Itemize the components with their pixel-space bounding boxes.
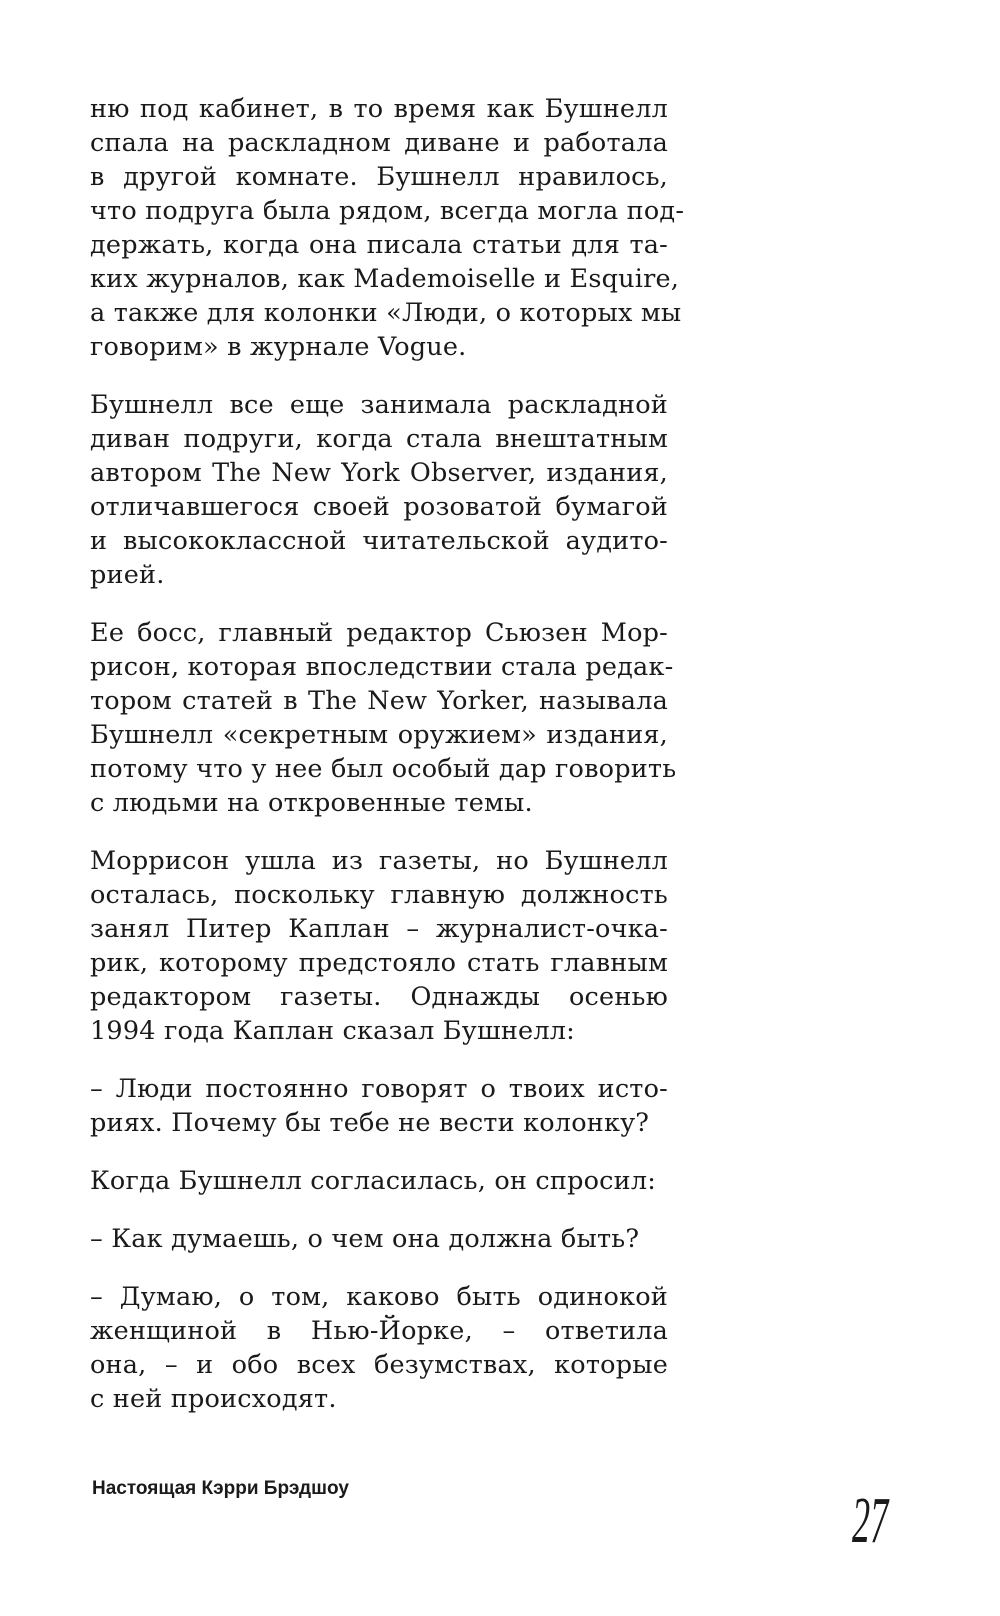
- text-line: потому что у нее был особый дар говорить: [90, 754, 677, 784]
- paragraph: [90, 92, 685, 364]
- text-line: с людьми на откровенные темы.: [90, 788, 533, 818]
- text-line: диван подруги, когда стала внештатным: [90, 424, 668, 454]
- text-line: рик, которому предстояло стать главным: [90, 948, 668, 978]
- text-line: а также для колонки «Люди, о которых мы: [90, 298, 682, 328]
- text-line: ню под кабинет, в то время как Бушнелл: [90, 94, 668, 124]
- text-line: что подруга была рядом, всегда могла под-: [90, 196, 685, 226]
- text-line: осталась, поскольку главную должность: [90, 880, 668, 910]
- text-line: – Люди постоянно говорят о твоих исто-: [90, 1074, 668, 1104]
- text-line: Когда Бушнелл согласилась, он спросил:: [90, 1166, 657, 1196]
- paragraph: [90, 1164, 668, 1198]
- text-line: и высококлассной читательской аудито-: [90, 526, 668, 556]
- text-line: Моррисон ушла из газеты, но Бушнелл: [90, 846, 668, 876]
- text-line: рией.: [90, 560, 165, 590]
- paragraph: [90, 616, 677, 820]
- text-line: держать, когда она писала статьи для та-: [90, 230, 668, 260]
- paragraph: [90, 844, 668, 1048]
- text-line: Ее босс, главный редактор Сьюзен Мор-: [90, 618, 668, 648]
- running-footer-title: Настоящая Кэрри Брэдшоу: [92, 1478, 349, 1499]
- page-number: 27: [852, 1484, 889, 1557]
- text-line: – Думаю, о том, каково быть одинокой: [90, 1282, 668, 1312]
- text-line: отличавшегося своей розоватой бумагой: [90, 492, 668, 522]
- text-line: женщиной в Нью-Йорке, – ответила: [90, 1316, 668, 1346]
- paragraph: [90, 1072, 668, 1140]
- text-line: она, – и обо всех безумствах, которые: [90, 1350, 668, 1380]
- text-line: автором The New York Observer, издания,: [90, 458, 668, 488]
- text-line: риях. Почему бы тебе не вести колонку?: [90, 1108, 650, 1138]
- text-line: Бушнелл все еще занимала раскладной: [90, 390, 668, 420]
- text-line: Бушнелл «секретным оружием» издания,: [90, 720, 668, 750]
- text-line: 1994 года Каплан сказал Бушнелл:: [90, 1016, 575, 1046]
- text-line: в другой комнате. Бушнелл нравилось,: [90, 162, 668, 192]
- text-line: говорим» в журнале Vogue.: [90, 332, 467, 362]
- text-line: рисон, которая впоследствии стала редак-: [90, 652, 674, 682]
- text-line: тором статей в The New Yorker, называла: [90, 686, 668, 716]
- body-text: [90, 92, 685, 1440]
- text-line: с ней происходят.: [90, 1384, 337, 1414]
- text-line: спала на раскладном диване и работала: [90, 128, 668, 158]
- text-line: – Как думаешь, о чем она должна быть?: [90, 1224, 640, 1254]
- paragraph: [90, 388, 668, 592]
- paragraph: [90, 1280, 668, 1416]
- paragraph: [90, 1222, 668, 1256]
- text-line: занял Питер Каплан – журналист-очка-: [90, 914, 668, 944]
- text-line: редактором газеты. Однажды осенью: [90, 982, 668, 1012]
- text-line: ких журналов, как Mademoiselle и Esquire,: [90, 264, 680, 294]
